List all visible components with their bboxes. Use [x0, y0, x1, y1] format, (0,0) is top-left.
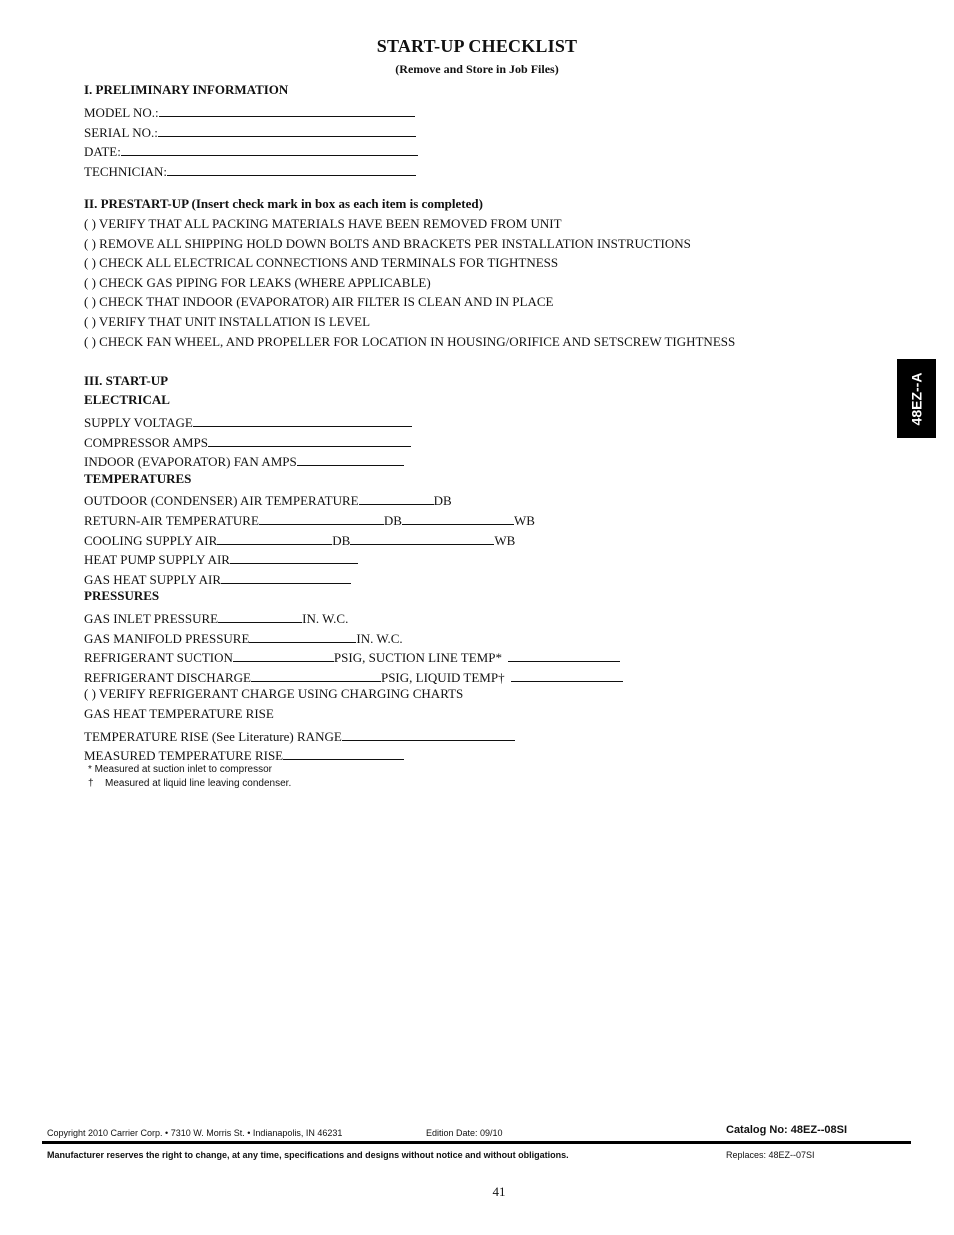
- model-row: [84, 102, 415, 121]
- heat-pump-supply-label: HEAT PUMP SUPPLY AIR: [84, 552, 230, 567]
- heat-pump-supply-field[interactable]: [230, 549, 358, 564]
- gas-heat-supply-row: [84, 569, 351, 588]
- discharge-psig-field[interactable]: [251, 667, 381, 682]
- page-title: START-UP CHECKLIST: [376, 36, 578, 56]
- cooling-supply-label: COOLING SUPPLY AIR: [84, 533, 218, 548]
- gas-heat-rise-label: GAS HEAT TEMPERATURE RISE: [84, 706, 274, 721]
- section-startup-heading: III. START-UP: [84, 373, 169, 388]
- page-number: 41: [492, 1184, 506, 1199]
- verify-charge-item[interactable]: ( ) VERIFY REFRIGERANT CHARGE USING CHARGING CHARTS: [84, 686, 464, 701]
- serial-row: [84, 122, 416, 141]
- db-unit: DB: [433, 493, 452, 508]
- page-subtitle: (Remove and Store in Job Files): [395, 62, 559, 76]
- return-air-row: [84, 510, 535, 529]
- compressor-amps-label: COMPRESSOR AMPS: [84, 435, 208, 450]
- prestart-item[interactable]: ( ) REMOVE ALL SHIPPING HOLD DOWN BOLTS AND BRACKETS PER INSTALLATION INSTRUCTIONS: [84, 236, 691, 251]
- supply-voltage-row: [84, 412, 412, 431]
- pressures-heading: PRESSURES: [84, 588, 160, 603]
- temp-rise-range-label: TEMPERATURE RISE (See Literature) RANGE: [84, 729, 342, 744]
- temp-rise-range-row: [84, 726, 515, 745]
- copyright-text: Copyright 2010 Carrier Corp. • 7310 W. Morris St. • Indianapolis, IN 46231: [47, 1128, 343, 1138]
- db-unit: DB: [383, 513, 402, 528]
- cooling-supply-db-field[interactable]: [217, 530, 332, 545]
- suction-line-temp-field[interactable]: [508, 647, 620, 662]
- outdoor-temp-db-field[interactable]: [359, 490, 434, 505]
- outdoor-temp-label: OUTDOOR (CONDENSER) AIR TEMPERATURE: [84, 493, 359, 508]
- gas-manifold-label: GAS MANIFOLD PRESSURE: [84, 631, 250, 646]
- footnote-liquid: Measured at liquid line leaving condenser.: [105, 778, 292, 789]
- wb-unit: WB: [513, 513, 535, 528]
- supply-voltage-label: SUPPLY VOLTAGE: [84, 415, 193, 430]
- temperatures-heading: TEMPERATURES: [84, 471, 192, 486]
- footnote-liquid-mark: †: [88, 778, 94, 789]
- gas-manifold-field[interactable]: [249, 628, 356, 643]
- outdoor-temp-row: [84, 490, 452, 509]
- suction-psig-field[interactable]: [233, 647, 334, 662]
- fan-amps-field[interactable]: [297, 451, 404, 466]
- serial-label: SERIAL NO.:: [84, 125, 158, 140]
- gas-manifold-row: [84, 628, 403, 647]
- measured-rise-field[interactable]: [283, 745, 404, 760]
- liquid-temp-field[interactable]: [511, 667, 623, 682]
- gas-inlet-label: GAS INLET PRESSURE: [84, 611, 219, 626]
- return-air-wb-field[interactable]: [402, 510, 514, 525]
- heat-pump-supply-row: [84, 549, 358, 568]
- replaces-text: Replaces: 48EZ--07SI: [726, 1150, 815, 1160]
- footnote-suction: * Measured at suction inlet to compressor: [88, 764, 272, 775]
- temp-rise-range-field[interactable]: [342, 726, 515, 741]
- compressor-amps-row: [84, 432, 411, 451]
- gas-heat-supply-field[interactable]: [221, 569, 351, 584]
- measured-rise-row: [84, 745, 404, 764]
- catalog-number: Catalog No: 48EZ--08SI: [726, 1124, 848, 1136]
- prestart-item[interactable]: ( ) CHECK ALL ELECTRICAL CONNECTIONS AND TERMINALS FOR TIGHTNESS: [84, 255, 559, 270]
- prestart-item[interactable]: ( ) CHECK FAN WHEEL, AND PROPELLER FOR LOCATION IN HOUSING/ORIFICE AND SETSCREW TIGHTNESS: [84, 334, 736, 349]
- date-field[interactable]: [121, 141, 418, 156]
- compressor-amps-field[interactable]: [208, 432, 411, 447]
- db-unit: DB: [332, 533, 351, 548]
- date-row: [84, 141, 418, 160]
- cooling-supply-wb-field[interactable]: [350, 530, 494, 545]
- discharge-label: REFRIGERANT DISCHARGE: [84, 670, 251, 685]
- supply-voltage-field[interactable]: [193, 412, 412, 427]
- edition-date: Edition Date: 09/10: [426, 1128, 503, 1138]
- in-wc-unit: IN. W.C.: [302, 611, 349, 626]
- date-label: DATE:: [84, 144, 121, 159]
- measured-rise-label: MEASURED TEMPERATURE RISE: [84, 748, 284, 763]
- technician-row: [84, 161, 416, 180]
- model-label: MODEL NO.:: [84, 105, 159, 120]
- gas-inlet-row: [84, 608, 348, 627]
- discharge-unit: PSIG, LIQUID TEMP†: [380, 670, 505, 685]
- section-prestart-heading: II. PRESTART-UP (Insert check mark in box as each item is completed): [84, 196, 483, 211]
- fan-amps-row: [84, 451, 404, 470]
- technician-field[interactable]: [167, 161, 416, 176]
- prestart-item[interactable]: ( ) CHECK THAT INDOOR (EVAPORATOR) AIR FILTER IS CLEAN AND IN PLACE: [84, 294, 554, 309]
- section-preliminary-heading: I. PRELIMINARY INFORMATION: [84, 82, 289, 97]
- footer-rule: [42, 1141, 911, 1144]
- serial-field[interactable]: [158, 122, 416, 137]
- gas-inlet-field[interactable]: [218, 608, 302, 623]
- prestart-item[interactable]: ( ) VERIFY THAT ALL PACKING MATERIALS HAVE BEEN REMOVED FROM UNIT: [84, 216, 562, 231]
- suction-label: REFRIGERANT SUCTION: [84, 650, 233, 665]
- electrical-heading: ELECTRICAL: [84, 392, 170, 407]
- disclaimer-text: Manufacturer reserves the right to change, at any time, specifications and designs without notice and without obligations.: [47, 1150, 569, 1160]
- side-tab-label: 48EZ--A: [908, 372, 925, 425]
- gas-heat-supply-label: GAS HEAT SUPPLY AIR: [84, 572, 222, 587]
- model-field[interactable]: [159, 102, 415, 117]
- suction-row: [84, 647, 620, 666]
- in-wc-unit: IN. W.C.: [356, 631, 403, 646]
- wb-unit: WB: [494, 533, 516, 548]
- prestart-item[interactable]: ( ) CHECK GAS PIPING FOR LEAKS (WHERE APPLICABLE): [84, 275, 431, 290]
- cooling-supply-row: [84, 530, 515, 549]
- side-tab: [897, 359, 936, 438]
- return-air-db-field[interactable]: [259, 510, 384, 525]
- prestart-item[interactable]: ( ) VERIFY THAT UNIT INSTALLATION IS LEVEL: [84, 314, 371, 329]
- discharge-row: [84, 667, 623, 686]
- fan-amps-label: INDOOR (EVAPORATOR) FAN AMPS: [84, 454, 297, 469]
- return-air-label: RETURN-AIR TEMPERATURE: [84, 513, 259, 528]
- suction-unit: PSIG, SUCTION LINE TEMP*: [333, 650, 502, 665]
- technician-label: TECHNICIAN:: [84, 164, 168, 179]
